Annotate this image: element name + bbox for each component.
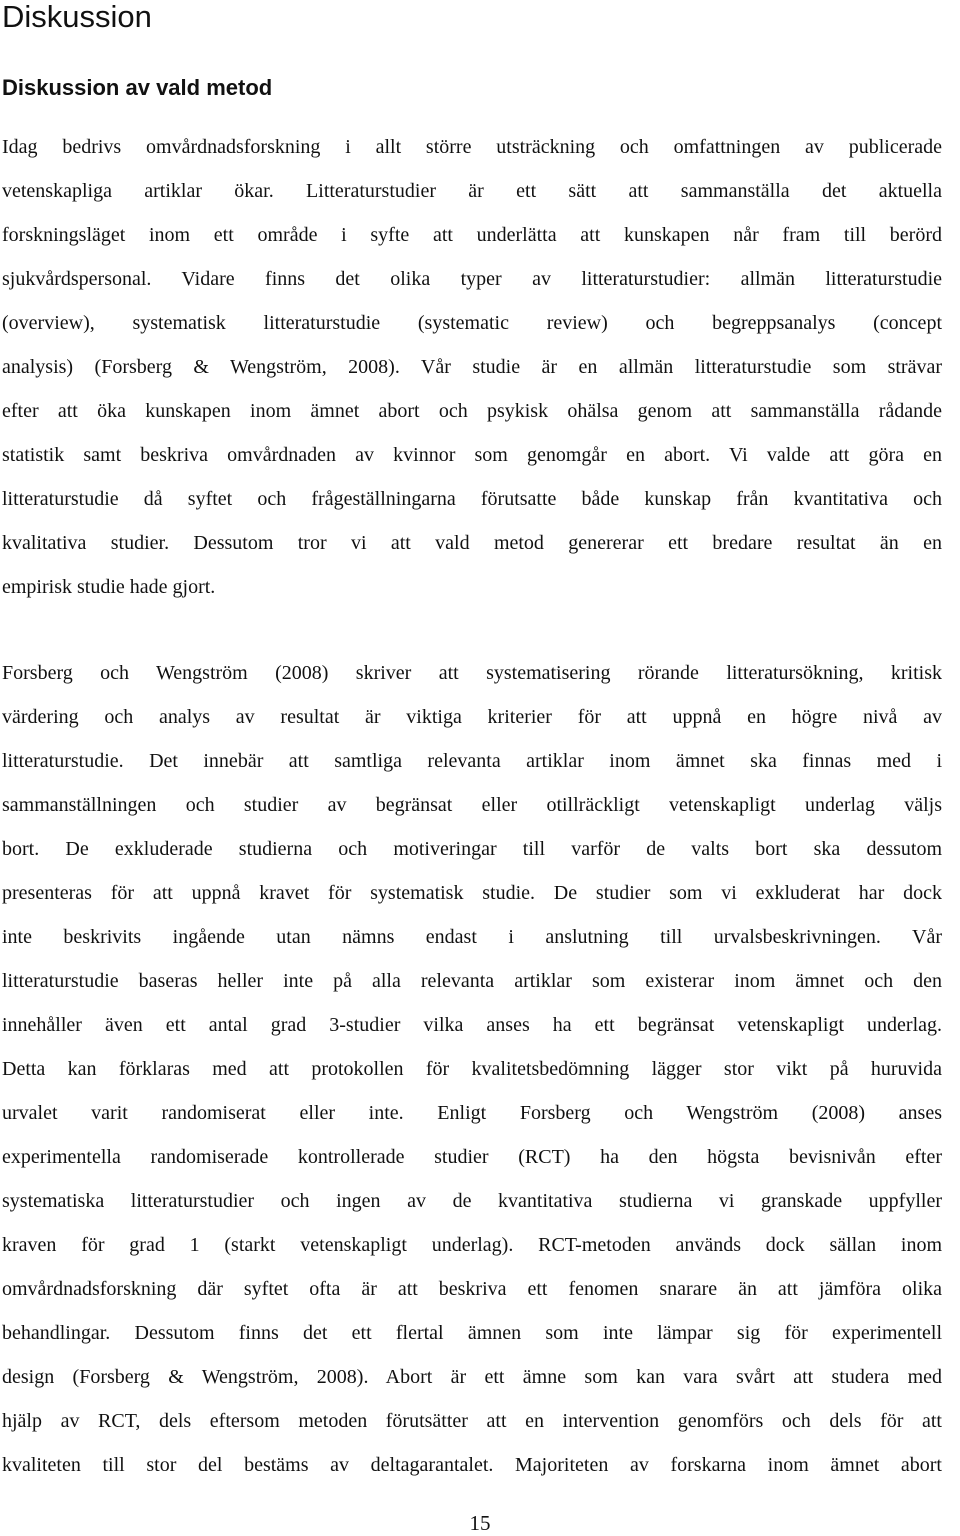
text-line: värdering och analys av resultat är viktiga kriterier för att uppnå en högre nivå av (2, 706, 942, 728)
text-line: experimentella randomiserade kontrollerade studier (RCT) ha den högsta bevisnivån efter (2, 1146, 942, 1168)
text-line: litteraturstudie då syftet och frågeställningarna förutsatte både kunskap från kvantitativa och (2, 488, 942, 510)
text-line: litteraturstudie baseras heller inte på alla relevanta artiklar som existerar inom ämnet och den (2, 970, 942, 992)
paragraph-method-1 (2, 125, 942, 609)
text-line: statistik samt beskriva omvårdnaden av kvinnor som genomgår en abort. Vi valde att göra en (2, 444, 942, 466)
page-number: 15 (469, 1511, 491, 1535)
text-line: sammanställningen och studier av begränsat eller otillräckligt vetenskapligt underlag väljs (2, 794, 942, 816)
text-line: innehåller även ett antal grad 3-studier vilka anses ha ett begränsat vetenskapligt underlag. (2, 1014, 942, 1036)
text-line: design (Forsberg & Wengström, 2008). Abort är ett ämne som kan vara svårt att studera med (2, 1366, 942, 1388)
text-line: Detta kan förklaras med att protokollen för kvalitetsbedömning lägger stor vikt på huruvida (2, 1058, 942, 1080)
text-line: forskningsläget inom ett område i syfte att underlätta att kunskapen når fram till berörd (2, 224, 942, 246)
text-line: litteraturstudie. Det innebär att samtliga relevanta artiklar inom ämnet ska finnas med i (2, 750, 942, 772)
text-line: kvaliteten till stor del bestäms av deltagarantalet. Majoriteten av forskarna inom ämnet abort (2, 1454, 942, 1476)
text-line: efter att öka kunskapen inom ämnet abort och psykisk ohälsa genom att sammanställa rådande (2, 400, 942, 422)
text-line: (overview), systematisk litteraturstudie (systematic review) och begreppsanalys (concept (2, 312, 942, 334)
text-line: presenteras för att uppnå kravet för systematisk studie. De studier som vi exkluderat har dock (2, 882, 942, 904)
text-line: sjukvårdspersonal. Vidare finns det olika typer av litteraturstudier: allmän litteraturstudie (2, 268, 942, 290)
text-line: hjälp av RCT, dels eftersom metoden förutsätter att en intervention genomförs och dels för att (2, 1410, 942, 1432)
text-line: vetenskapliga artiklar ökar. Litteraturstudier är ett sätt att sammanställa det aktuella (2, 180, 942, 202)
text-line: urvalet varit randomiserat eller inte. Enligt Forsberg och Wengström (2008) anses (2, 1102, 942, 1124)
section-heading: Diskussion (2, 0, 152, 34)
subsection-heading: Diskussion av vald metod (2, 75, 273, 100)
text-line: kvalitativa studier. Dessutom tror vi att vald metod genererar ett bredare resultat än en (2, 532, 942, 554)
text-line: behandlingar. Dessutom finns det ett flertal ämnen som inte lämpar sig för experimentell (2, 1322, 942, 1344)
text-line: inte beskrivits ingående utan nämns endast i anslutning till urvalsbeskrivningen. Vår (2, 926, 942, 948)
text-line: analysis) (Forsberg & Wengström, 2008). Vår studie är en allmän litteraturstudie som strävar (2, 356, 942, 378)
text-line: Idag bedrivs omvårdnadsforskning i allt större utsträckning och omfattningen av publicerade (2, 136, 942, 158)
text-line: empirisk studie hade gjort. (2, 576, 216, 598)
text-line: bort. De exkluderade studierna och motiveringar till varför de valts bort ska dessutom (2, 838, 942, 860)
paragraph-method-2 (2, 651, 942, 1487)
text-line: omvårdnadsforskning där syftet ofta är att beskriva ett fenomen snarare än att jämföra olika (2, 1278, 942, 1300)
text-line: Forsberg och Wengström (2008) skriver att systematisering rörande litteratursökning, kritisk (2, 662, 942, 684)
text-line: systematiska litteraturstudier och ingen av de kvantitativa studierna vi granskade uppfyller (2, 1190, 942, 1212)
text-line: kraven för grad 1 (starkt vetenskapligt underlag). RCT-metoden används dock sällan inom (2, 1234, 942, 1256)
